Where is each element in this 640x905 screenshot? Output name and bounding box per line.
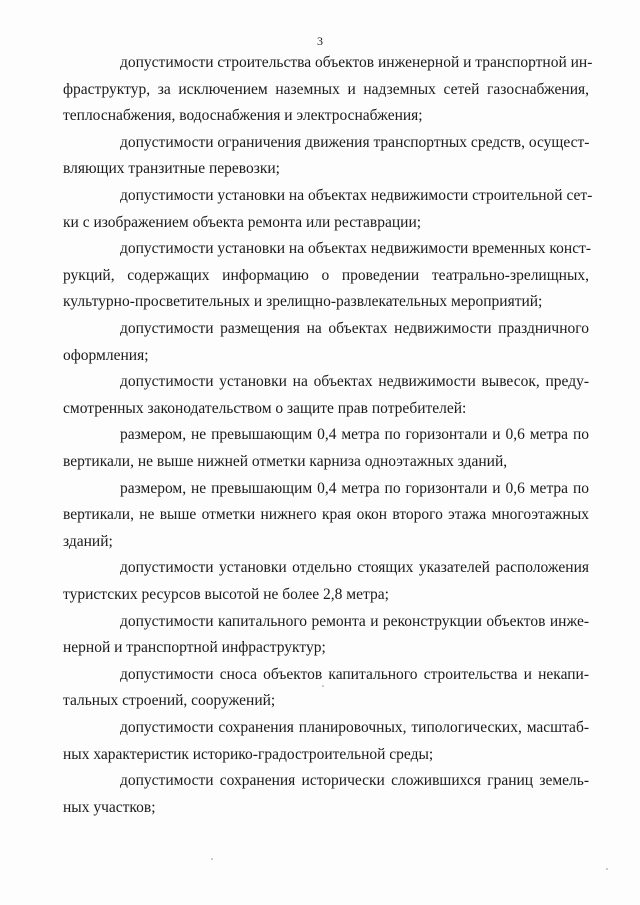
text-line: рукций, содержащих информацию о проведении театрально-зрелищных, — [63, 266, 589, 284]
text-line: смотренных законодательством о защите прав потребителей: — [63, 399, 467, 417]
text-line: туристских ресурсов высотой не более 2,8 метра; — [63, 586, 389, 603]
text-line: допустимости сохранения планировочных, типологических, масштаб- — [120, 719, 589, 736]
text-line: допустимости ограничения движения транспортных средств, осущест- — [120, 133, 590, 151]
text-line: нерной и транспортной инфраструктур; — [63, 639, 326, 657]
text-line: ки с изображением объекта ремонта или реставрации; — [63, 213, 422, 231]
text-line: размером, не превышающим 0,4 метра по горизонтали и 0,6 метра по — [120, 426, 589, 444]
text-line: допустимости размещения на объектах недвижимости праздничного — [120, 320, 589, 337]
scan-speck — [322, 685, 324, 687]
text-line: вляющих транзитные перевозки; — [63, 160, 280, 178]
text-line: допустимости установки на объектах недвижимости вывесок, преду- — [120, 373, 589, 391]
text-line: допустимости сохранения исторически сложившихся границ земель- — [120, 772, 589, 790]
scan-speck — [606, 868, 608, 870]
scan-speck — [211, 858, 213, 860]
text-line: допустимости строительства объектов инженерной и транспортной ин- — [120, 54, 593, 71]
page-number: 3 — [317, 34, 323, 48]
text-line: ных участков; — [63, 798, 156, 816]
text-line: допустимости сноса объектов капитального строительства и некапи- — [120, 665, 589, 683]
text-line: культурно-просветительных и зрелищно-развлекательных мероприятий; — [63, 293, 543, 311]
text-line: ных характеристик историко-градостроительной среды; — [63, 745, 434, 763]
text-line: допустимости капитального ремонта и реконструкции объектов инже- — [120, 612, 589, 630]
text-line: размером, не превышающим 0,4 метра по горизонтали и 0,6 метра по — [120, 479, 589, 497]
text-line: зданий; — [63, 532, 113, 550]
text-line: теплоснабжения, водоснабжения и электроснабжения; — [63, 107, 423, 125]
text-line: оформления; — [63, 346, 149, 364]
text-line: допустимости установки отдельно стоящих указателей расположения — [120, 559, 589, 577]
text-line: фраструктур, за исключением наземных и надземных сетей газоснабжения, — [63, 80, 589, 98]
text-line: допустимости установки на объектах недвижимости строительной сет- — [120, 187, 593, 204]
text-line: вертикали, не выше нижней отметки карниза одноэтажных зданий, — [63, 453, 508, 470]
text-line: допустимости установки на объектах недвижимости временных конст- — [120, 240, 592, 258]
text-line: вертикали, не выше отметки нижнего края окон второго этажа многоэтажных — [63, 506, 589, 524]
text-line: тальных строений, сооружений; — [63, 692, 276, 710]
